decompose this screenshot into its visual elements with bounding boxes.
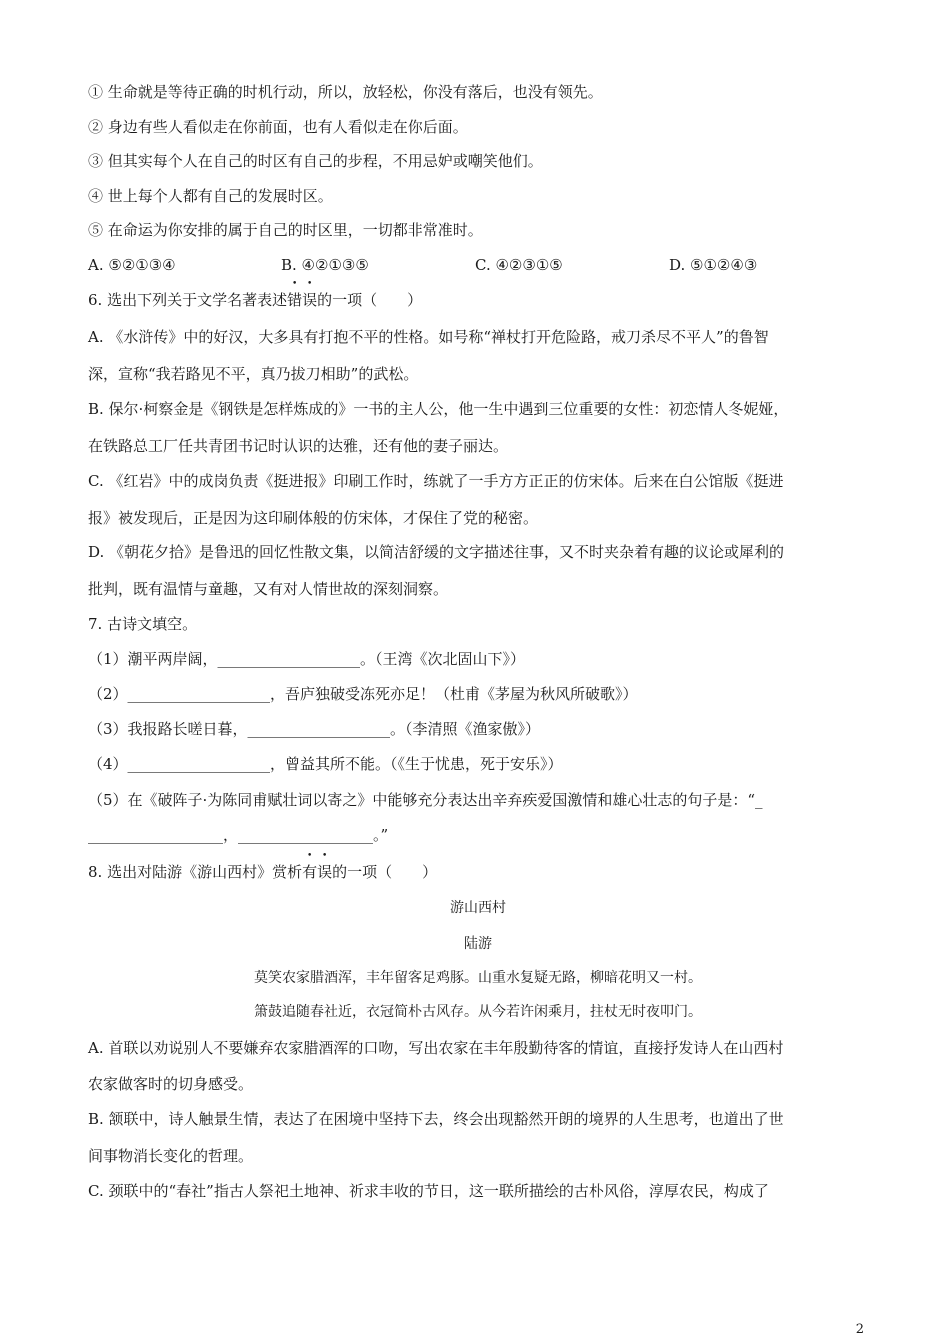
sequence-item: ③ 但其实每个人在自己的时区有自己的步程，不用忌妒或嘲笑他们。: [88, 152, 543, 170]
q8-line: 农家做客时的切身感受。: [88, 1075, 254, 1093]
q7-blank-line: __________________，__________________。”: [88, 826, 389, 844]
q6-line: 深，宣称“我若路见不平，真乃拔刀相助”的武松。: [88, 365, 419, 383]
q7-blank-line: （4）___________________，曾益其所不能。（《生于忧患，死于安乐》）: [88, 755, 563, 773]
sequence-item: ④ 世上每个人都有自己的发展时区。: [88, 187, 333, 205]
poem-title: 游山西村: [450, 900, 506, 916]
q5-option-c: C. ④②③①⑤: [475, 256, 563, 274]
q6-line: 在铁路总工厂任共青团书记时认识的达雅，还有他的妻子丽达。: [88, 437, 509, 455]
q7-blank-line: （5）在《破阵子·为陈同甫赋壮词以寄之》中能够充分表达出辛弃疾爱国激情和雄心壮志的句子是：“_: [88, 791, 763, 809]
q5-option-d: D. ⑤①②④③: [669, 256, 758, 274]
q6-line: D. 《朝花夕拾》是鲁迅的回忆性散文集，以简洁舒缓的文字描述往事，又不时夹杂着有趣的议论或犀利的: [88, 543, 785, 561]
q8-line: C. 颈联中的“春社”指古人祭祀土地神、祈求丰收的节日，这一联所描绘的古朴风俗，淳厚农民，构成了: [88, 1182, 769, 1200]
poem-line: 莫笑农家腊酒浑，丰年留客足鸡豚。山重水复疑无路，柳暗花明又一村。: [254, 970, 702, 986]
q6-line: 批判，既有温情与童趣，又有对人情世故的深刻洞察。: [88, 580, 449, 598]
q8-stem: 8. 选出对陆游《游山西村》赏析有误的一项（ ）: [88, 863, 438, 881]
q8-line: B. 颔联中，诗人触景生情，表达了在困境中坚持下去，终会出现豁然开朗的境界的人生思考，也道出了世: [88, 1110, 784, 1128]
emphasis-dot-char: 错: [287, 291, 303, 309]
q8-line: 间事物消长变化的哲理。: [88, 1147, 254, 1165]
q7-blank-line: （1）潮平两岸阔，___________________。（王湾《次北固山下》）: [88, 650, 526, 668]
page-number: 2: [855, 1322, 864, 1337]
emphasis-dot-char: 误: [317, 863, 333, 881]
sequence-item: ② 身边有些人看似走在你前面，也有人看似走在你后面。: [88, 118, 468, 136]
sequence-item: ① 生命就是等待正确的时机行动，所以，放轻松，你没有落后，也没有领先。: [88, 83, 603, 101]
q7-blank-line: （3）我报路长嗟日暮，___________________。（李清照《渔家傲》）: [88, 720, 541, 738]
q5-option-a: A. ⑤②①③④: [88, 256, 176, 274]
emphasis-dot-char: 有: [302, 863, 318, 881]
sequence-item: ⑤ 在命运为你安排的属于自己的时区里，一切都非常准时。: [88, 221, 483, 239]
q6-line: 报》被发现后，正是因为这印刷体般的仿宋体，才保住了党的秘密。: [88, 509, 539, 527]
q6-line: B. 保尔·柯察金是《钢铁是怎样炼成的》一书的主人公，他一生中遇到三位重要的女性：初恋情人冬妮娅，: [88, 400, 789, 418]
q5-option-b: B. ④②①③⑤: [281, 256, 369, 274]
q6-stem: 6. 选出下列关于文学名著表述错误的一项（ ）: [88, 291, 423, 309]
poem-author: 陆游: [464, 936, 492, 952]
poem-line: 箫鼓追随春社近，衣冠简朴古风存。从今若许闲乘月，拄杖无时夜叩门。: [254, 1004, 702, 1020]
q7-blank-line: （2）___________________，吾庐独破受冻死亦足！（杜甫《茅屋为秋风所破歌》）: [88, 685, 638, 703]
q7-stem: 7. 古诗文填空。: [88, 615, 198, 633]
q6-line: A. 《水浒传》中的好汉，大多具有打抱不平的性格。如号称“禅杖打开危险路，戒刀杀尽不平人”的鲁智: [88, 328, 769, 346]
emphasis-dot-char: 误: [302, 291, 318, 309]
q8-line: A. 首联以劝说别人不要嫌弃农家腊酒浑的口吻，写出农家在丰年殷勤待客的情谊，直接抒发诗人在山西村: [88, 1039, 784, 1057]
q6-line: C. 《红岩》中的成岗负责《挺进报》印刷工作时，练就了一手方方正正的仿宋体。后来在白公馆版《挺进: [88, 472, 784, 490]
